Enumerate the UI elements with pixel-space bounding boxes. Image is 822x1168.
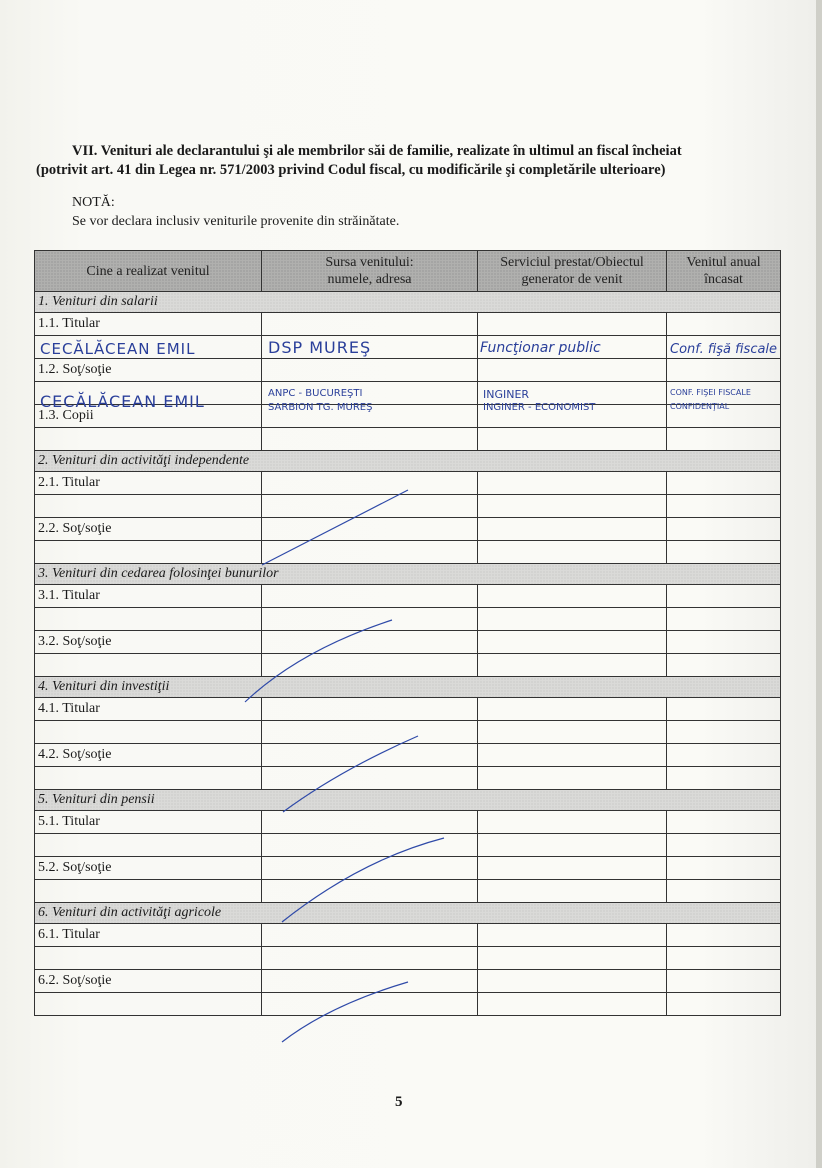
- row-label: 1.1. Titular: [35, 313, 262, 336]
- header-source: Sursa venitului: numele, adresa: [262, 251, 478, 292]
- handwritten-titular-source: DSP MUREŞ: [268, 338, 372, 357]
- handwritten-spouse-service-1: INGINER: [483, 388, 530, 401]
- header-who: Cine a realizat venitul: [35, 251, 262, 292]
- handwritten-titular-name: CECĂLĂCEAN EMIL: [40, 340, 196, 358]
- table-row: [35, 428, 781, 451]
- section-row-independent: [35, 451, 781, 472]
- note-text: Se vor declara inclusiv veniturile provenite din străinătate.: [72, 214, 400, 229]
- row-label: 5.2. Soţ/soţie: [35, 857, 262, 880]
- section-row-agricultural: [35, 903, 781, 924]
- table-row: [35, 767, 781, 790]
- handwritten-titular-income: Conf. fişă fiscale: [670, 342, 778, 357]
- handwritten-spouse-income-2: CONFIDENŢIAL: [670, 402, 730, 411]
- page-edge-shadow: [816, 0, 822, 1168]
- row-label: 6.2. Soţ/soţie: [35, 970, 262, 993]
- row-label: 2.2. Soţ/soţie: [35, 518, 262, 541]
- section-row-salaries: [35, 292, 781, 313]
- handwritten-spouse-name: CECĂLĂCEAN EMIL: [40, 392, 205, 411]
- table-row: [35, 993, 781, 1016]
- section-row-investments: [35, 677, 781, 698]
- table-row: [35, 880, 781, 903]
- row-label: 1.2. Soţ/soţie: [35, 359, 262, 382]
- handwritten-titular-service: Funcţionar public: [480, 340, 601, 356]
- table-row: [35, 313, 781, 336]
- table-row: [35, 541, 781, 564]
- table-header-row: [35, 251, 781, 292]
- section-row-property-use: [35, 564, 781, 585]
- note-block: [72, 193, 399, 231]
- table-row: [35, 495, 781, 518]
- row-label: 2.1. Titular: [35, 472, 262, 495]
- section-title: 5. Venituri din pensii: [35, 790, 781, 811]
- row-label: 3.1. Titular: [35, 585, 262, 608]
- row-label: 5.1. Titular: [35, 811, 262, 834]
- row-label: 4.1. Titular: [35, 698, 262, 721]
- handwritten-spouse-income-1: CONF. FIŞEI FISCALE: [670, 388, 751, 397]
- handwritten-spouse-service-2: INGINER - ECONOMIST: [483, 402, 596, 413]
- table-row: [35, 924, 781, 947]
- income-table: [34, 250, 781, 1016]
- section-title: 1. Venituri din salarii: [35, 292, 781, 313]
- table-row: [35, 698, 781, 721]
- header-service: Serviciul prestat/Obiectul generator de venit: [478, 251, 667, 292]
- section-title: 2. Venituri din activităţi independente: [35, 451, 781, 472]
- section-title: 4. Venituri din investiţii: [35, 677, 781, 698]
- section-heading: [36, 142, 806, 180]
- table-row: [35, 654, 781, 677]
- table-row: [35, 744, 781, 767]
- row-label: 4.2. Soţ/soţie: [35, 744, 262, 767]
- row-label: 1.3. Copii: [35, 405, 262, 428]
- header-income: Venitul anual încasat: [667, 251, 781, 292]
- note-label: NOTĂ:: [72, 195, 115, 210]
- table-row: [35, 947, 781, 970]
- heading-line-1: VII. Venituri ale declarantului şi ale membrilor săi de familie, realizate în ultimul an fiscal încheiat: [72, 143, 682, 159]
- table-row: [35, 631, 781, 654]
- table-row: [35, 359, 781, 382]
- page-number: 5: [395, 1094, 403, 1110]
- section-title: 3. Venituri din cedarea folosinţei bunurilor: [35, 564, 781, 585]
- handwritten-spouse-source-2: SARBION TG. MUREŞ: [268, 402, 373, 413]
- table-row: [35, 721, 781, 744]
- table-row: [35, 834, 781, 857]
- section-title: 6. Venituri din activităţi agricole: [35, 903, 781, 924]
- handwritten-spouse-source-1: ANPC - BUCUREŞTI: [268, 388, 363, 399]
- heading-line-2: (potrivit art. 41 din Legea nr. 571/2003 privind Codul fiscal, cu modificările şi completările ulterioare): [36, 162, 666, 178]
- table-row: [35, 857, 781, 880]
- table-row: [35, 585, 781, 608]
- table-row: [35, 608, 781, 631]
- table-row: [35, 518, 781, 541]
- section-row-pensions: [35, 790, 781, 811]
- table-row: [35, 970, 781, 993]
- row-label: 6.1. Titular: [35, 924, 262, 947]
- table-row: [35, 811, 781, 834]
- table-row: [35, 472, 781, 495]
- row-label: 3.2. Soţ/soţie: [35, 631, 262, 654]
